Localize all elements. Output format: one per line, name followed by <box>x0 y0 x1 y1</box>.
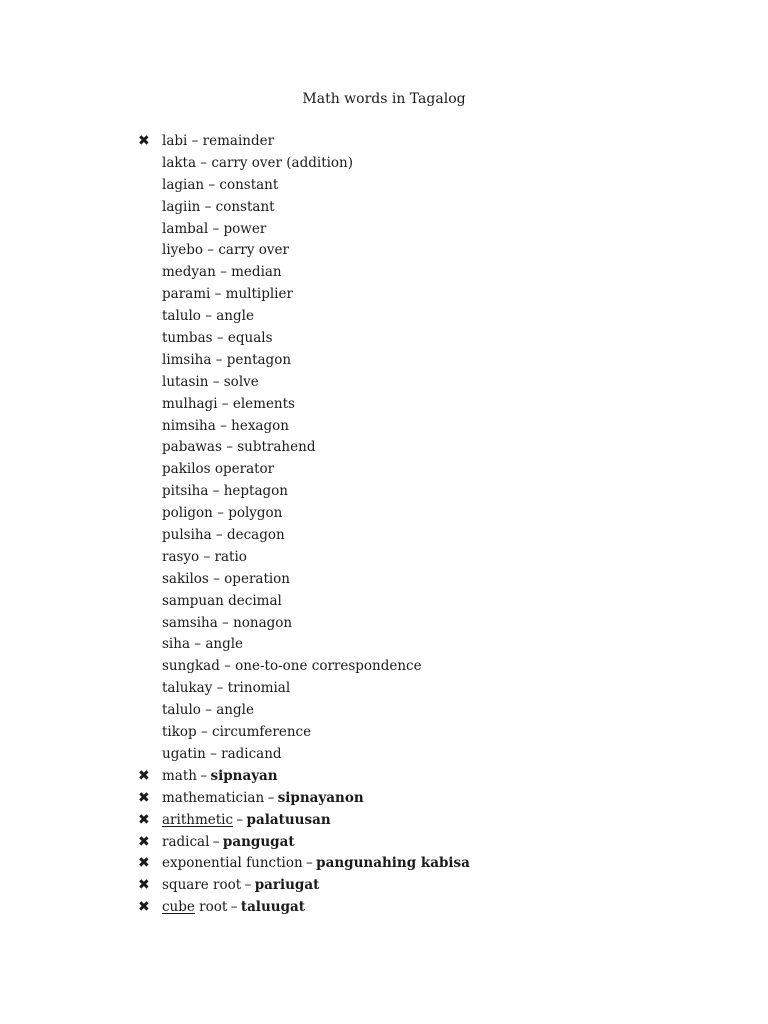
list-item <box>138 525 470 547</box>
list-item <box>138 569 470 591</box>
list-item <box>138 678 470 700</box>
list-item-text: tikop – circumference <box>162 724 312 741</box>
dash: – <box>230 899 238 916</box>
tagalog-term: pariugat <box>254 877 320 894</box>
x-bullet-icon: ✖ <box>138 855 150 872</box>
list-item-text: lagian – constant <box>162 176 279 193</box>
dash: – <box>236 811 244 828</box>
dash: – <box>200 767 208 784</box>
list-item-text: nimsiha – hexagon <box>162 417 289 434</box>
english-term: arithmetic <box>162 811 234 828</box>
list-item <box>138 810 470 832</box>
list-item-text: mulhagi – elements <box>162 395 295 412</box>
english-term: radical <box>162 833 210 850</box>
list-item-text: tumbas – equals <box>162 330 273 347</box>
list-item <box>138 744 470 766</box>
tagalog-term: taluugat <box>240 899 305 916</box>
english-term: mathematician <box>162 789 265 806</box>
list-item <box>138 591 470 613</box>
list-item <box>138 306 470 328</box>
list-item-text: parami – multiplier <box>162 286 293 303</box>
list-item <box>138 394 470 416</box>
list-item <box>138 613 470 635</box>
list-item <box>138 437 470 459</box>
x-bullet-icon: ✖ <box>138 833 150 850</box>
x-bullet-icon: ✖ <box>138 133 150 149</box>
list-item-text: talukay – trinomial <box>162 680 291 697</box>
list-item <box>138 219 470 241</box>
list-item-text: labi – remainder <box>162 133 275 149</box>
list-item-text: samsiha – nonagon <box>162 614 293 631</box>
list-item <box>138 722 470 744</box>
tagalog-term: pangugat <box>222 833 295 850</box>
list-item-text: lutasin – solve <box>162 373 259 390</box>
list-item-text: lagiin – constant <box>162 198 275 215</box>
list-item <box>138 481 470 503</box>
list-item-text: ugatin – radicand <box>162 745 282 762</box>
list-item <box>138 788 470 810</box>
list-item-text: siha – angle <box>162 636 244 653</box>
list-item-text: rasyo – ratio <box>162 548 247 565</box>
list-item <box>138 262 470 284</box>
list-item-text: pulsiha – decagon <box>162 527 285 544</box>
dash: – <box>212 833 220 850</box>
list-item <box>138 897 470 919</box>
list-item-text: sampuan decimal <box>162 592 282 609</box>
list-item-text: pitsiha – heptagon <box>162 483 288 500</box>
list-item-text: sakilos – operation <box>162 570 291 587</box>
list-item-text: talulo – angle <box>162 702 254 719</box>
list-item <box>138 372 470 394</box>
list-item-text: lambal – power <box>162 220 267 237</box>
word-list <box>138 131 470 919</box>
list-item <box>138 416 470 438</box>
list-item <box>138 547 470 569</box>
list-item-text: poligon – polygon <box>162 505 283 522</box>
english-term: cube <box>162 899 195 916</box>
list-item <box>138 853 470 875</box>
tagalog-term: palatuusan <box>246 811 331 828</box>
english-term: exponential function <box>162 855 303 872</box>
list-item-text: pakilos operator <box>162 461 275 478</box>
list-item-text: pabawas – subtrahend <box>162 439 316 456</box>
list-item <box>138 459 470 481</box>
x-bullet-icon: ✖ <box>138 899 150 916</box>
x-bullet-icon: ✖ <box>138 789 150 806</box>
list-item <box>138 656 470 678</box>
list-item <box>138 832 470 854</box>
english-term: math <box>162 767 197 784</box>
list-item <box>138 328 470 350</box>
tagalog-term: pangunahing kabisa <box>316 855 470 872</box>
list-item <box>138 875 470 897</box>
tagalog-term: sipnayan <box>210 767 278 784</box>
x-bullet-icon: ✖ <box>138 767 150 784</box>
list-item <box>138 175 470 197</box>
list-item <box>138 766 470 788</box>
list-item-text: medyan – median <box>162 264 282 281</box>
list-item-text: sungkad – one-to-one correspondence <box>162 658 422 675</box>
dash: – <box>306 855 313 872</box>
list-item <box>138 197 470 219</box>
list-item-text: liyebo – carry over <box>162 242 289 259</box>
list-item-text: lakta – carry over (addition) <box>162 154 354 171</box>
english-term-rest: root <box>194 899 228 916</box>
list-item <box>138 503 470 525</box>
list-item-text: talulo – angle <box>162 308 254 325</box>
list-item <box>138 153 470 175</box>
list-item <box>138 240 470 262</box>
list-item <box>138 350 470 372</box>
document-title: Math words in Tagalog <box>302 91 466 107</box>
dash: – <box>244 877 252 894</box>
tagalog-term: sipnayanon <box>277 789 364 806</box>
list-item-text: limsiha – pentagon <box>162 351 292 368</box>
list-item <box>138 700 470 722</box>
dash: – <box>267 789 275 806</box>
list-item <box>138 284 470 306</box>
english-term: square root <box>162 877 242 894</box>
list-item <box>138 131 470 153</box>
x-bullet-icon: ✖ <box>138 877 150 894</box>
list-item <box>138 634 470 656</box>
x-bullet-icon: ✖ <box>138 811 150 828</box>
